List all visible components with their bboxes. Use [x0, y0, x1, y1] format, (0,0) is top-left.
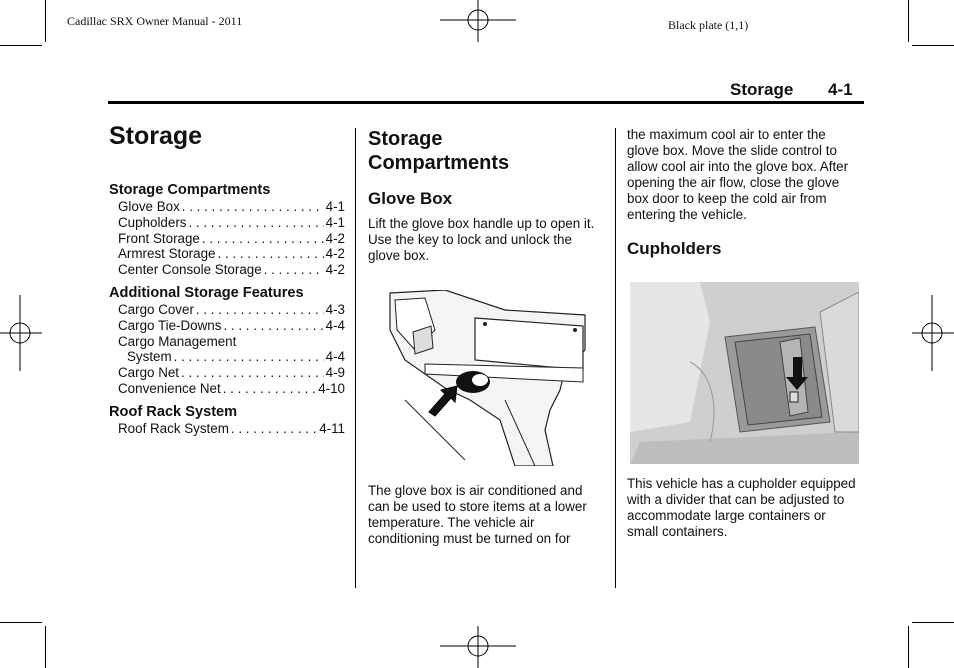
toc-heading: Roof Rack System — [109, 403, 238, 420]
print-header-left: Cadillac SRX Owner Manual - 2011 — [67, 14, 243, 28]
toc-entry[interactable]: Center Console Storage . . . 4-2 — [109, 262, 345, 278]
print-header-right: Black plate (1,1) — [668, 18, 749, 32]
registration-mark-left — [0, 295, 42, 371]
toc-entry[interactable]: Glove Box . . . 4-1 — [109, 199, 345, 215]
glovebox-continued: the maximum cool air to enter the glove box. Move the slide control to allow cool air into the glove box. After opening the air flow, close the glove box door to keep the cold air from entering the vehicle. — [627, 127, 849, 222]
table-of-contents — [109, 182, 345, 437]
glovebox-heading: Glove Box — [368, 189, 453, 208]
toc-heading: Storage Compartments — [109, 182, 271, 198]
glovebox-illustration — [385, 290, 590, 466]
column-3 — [627, 127, 859, 259]
toc-entry[interactable]: System . . . 4-4 — [109, 349, 345, 365]
glovebox-ac-text: The glove box is air conditioned and can be used to store items at a lower temperature. The vehicle air conditioning must be turned on for — [368, 483, 587, 546]
glovebox-intro: Lift the glove box handle up to open it. Use the key to lock and unlock the glove box. — [368, 216, 595, 263]
column-2 — [368, 127, 604, 264]
registration-mark-top — [440, 0, 516, 42]
cupholders-heading: Cupholders — [627, 239, 722, 258]
toc-entry-label[interactable]: Cargo Management — [118, 333, 237, 349]
toc-entry[interactable]: Cargo Cover . . . 4-3 — [109, 302, 345, 318]
running-head — [730, 80, 853, 100]
toc-heading: Additional Storage Features — [109, 284, 304, 301]
header-rule — [108, 101, 864, 104]
cupholder-illustration — [630, 282, 859, 464]
registration-mark-right — [912, 295, 954, 371]
toc-entry[interactable]: Cargo Net . . . 4-9 — [109, 365, 345, 381]
crop-mark — [908, 626, 909, 668]
column-divider — [355, 128, 356, 588]
crop-mark — [0, 45, 42, 46]
crop-mark — [45, 626, 46, 668]
registration-mark-bottom — [440, 626, 516, 668]
running-head-section: Storage — [730, 80, 794, 99]
running-head-page: 4-1 — [828, 80, 853, 99]
toc-entry[interactable]: Cupholders . . . 4-1 — [109, 215, 345, 231]
crop-mark — [912, 45, 954, 46]
crop-mark — [45, 0, 46, 42]
crop-mark — [908, 0, 909, 42]
section-title: Storage Compartments — [368, 128, 510, 174]
cupholders-text: This vehicle has a cupholder equipped with a divider that can be adjusted to accommodate large containers or small containers. — [627, 476, 856, 539]
chapter-title: Storage — [109, 122, 203, 150]
toc-entry[interactable]: Armrest Storage . . . 4-2 — [109, 246, 345, 262]
toc-entry[interactable]: Convenience Net . . . 4-10 — [109, 381, 345, 397]
crop-mark — [912, 622, 954, 623]
crop-mark — [0, 622, 42, 623]
toc-entry[interactable]: Cargo Tie-Downs . . . 4-4 — [109, 318, 345, 334]
toc-entry[interactable]: Front Storage . . . 4-2 — [109, 231, 345, 247]
toc-entry[interactable]: Roof Rack System . . . 4-11 — [109, 421, 345, 437]
column-divider — [615, 128, 616, 588]
